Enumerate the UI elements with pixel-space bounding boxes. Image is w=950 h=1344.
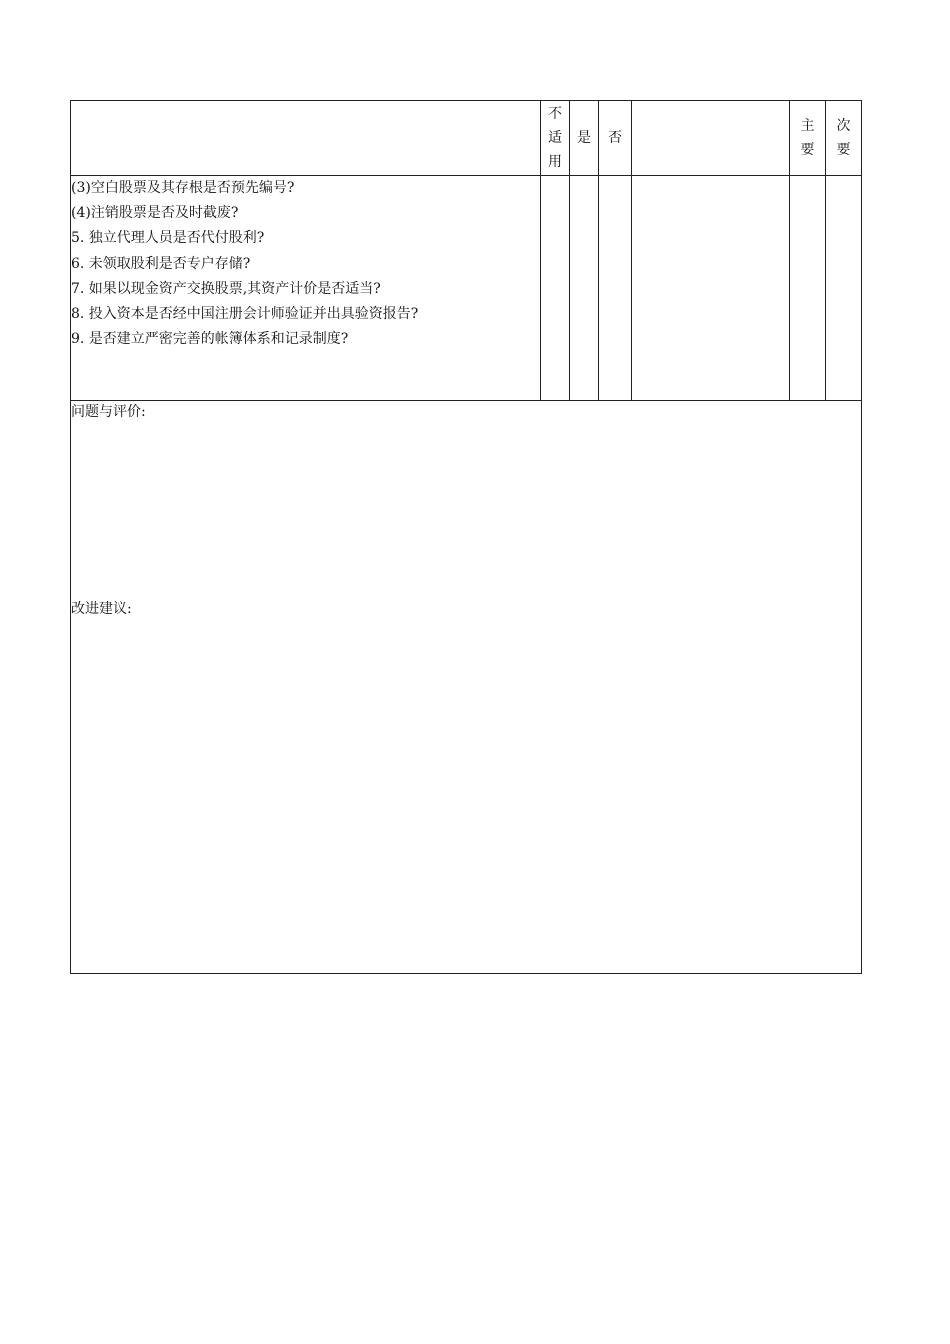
questions-row <box>71 176 862 401</box>
header-question-cell <box>71 101 541 176</box>
checklist-table <box>70 100 862 974</box>
header-remarks-cell <box>632 101 790 176</box>
minor-cell[interactable] <box>826 176 862 401</box>
issues-label: 问题与评价: <box>71 404 146 420</box>
answer-not-applicable-cell[interactable] <box>541 176 570 401</box>
remarks-cell[interactable] <box>632 176 790 401</box>
question-item: (4)注销股票是否及时截废? <box>71 205 239 222</box>
question-item: 8. 投入资本是否经中国注册会计师验证并出具验资报告? <box>71 306 419 323</box>
question-item: 6. 未领取股利是否专户存储? <box>71 255 251 272</box>
header-not-applicable: 不 适 用 <box>541 101 570 176</box>
answer-no-cell[interactable] <box>599 176 632 401</box>
header-minor: 次 要 <box>826 101 862 176</box>
header-row <box>71 101 862 176</box>
question-item: 7. 如果以现金资产交换股票,其资产计价是否适当? <box>71 280 381 297</box>
answer-yes-cell[interactable] <box>570 176 599 401</box>
header-major: 主 要 <box>790 101 826 176</box>
comments-cell[interactable] <box>71 401 862 974</box>
major-cell[interactable] <box>790 176 826 401</box>
header-no: 否 <box>599 101 632 176</box>
suggestions-label: 改进建议: <box>71 601 132 617</box>
checklist-sheet <box>70 100 860 974</box>
question-list <box>71 176 541 401</box>
header-yes: 是 <box>570 101 599 176</box>
question-item: 9. 是否建立严密完善的帐簿体系和记录制度? <box>71 331 349 348</box>
question-item: (3)空白股票及其存根是否预先编号? <box>71 180 295 196</box>
question-item: 5. 独立代理人员是否代付股利? <box>71 230 265 247</box>
comments-row <box>71 401 862 974</box>
